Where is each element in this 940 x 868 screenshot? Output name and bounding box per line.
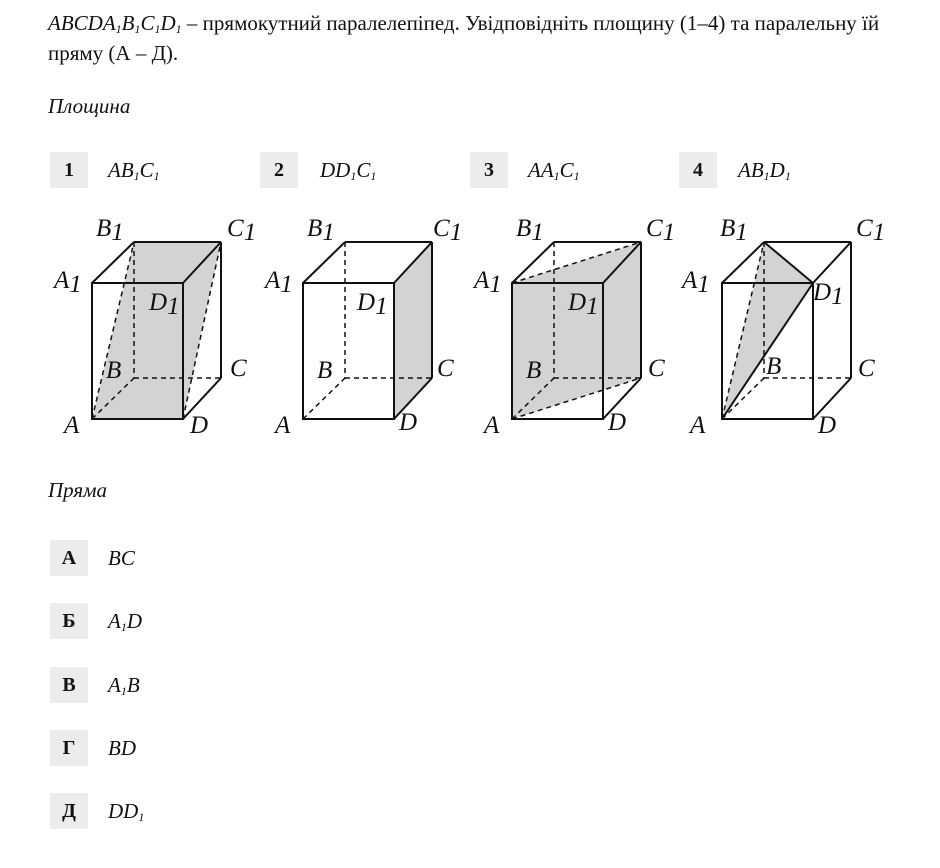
line-label-d: $DD_1$ xyxy=(108,799,145,824)
dash: – xyxy=(186,11,198,35)
vertex-a1: A1 xyxy=(265,267,293,298)
vertex-d1: D1 xyxy=(357,289,388,320)
vertex-b: B xyxy=(766,353,782,380)
vertex-a: A xyxy=(484,412,500,439)
plane-label-4: $AB_1D_1$ xyxy=(738,158,791,183)
vertex-c1: C1 xyxy=(227,215,257,246)
line-letter-v: В xyxy=(50,667,88,703)
planes-heading: Площина xyxy=(48,94,131,118)
vertex-c: C xyxy=(230,355,247,382)
line-label-v: $A_1B$ xyxy=(108,673,140,698)
vertex-d1: D1 xyxy=(149,289,180,320)
shaded-plane-dd1c1 xyxy=(394,242,432,419)
plane-label-3: $AA_1C_1$ xyxy=(528,158,580,183)
plane-number-2: 2 xyxy=(260,152,298,188)
vertex-b1: B1 xyxy=(307,215,335,246)
vertex-d: D xyxy=(399,409,418,436)
problem-text: прямокутний паралелепіпед. Увідповідніть площину (1–4) та паралельну їй пряму (А – Д). xyxy=(48,11,880,65)
vertex-c1: C1 xyxy=(433,215,463,246)
line-label-g: BD xyxy=(108,736,136,760)
lines-heading: Пряма xyxy=(48,478,108,502)
vertex-d1: D1 xyxy=(813,279,844,310)
vertex-a: A xyxy=(64,412,80,439)
vertex-b1: B1 xyxy=(96,215,124,246)
vertex-c1: C1 xyxy=(856,215,886,246)
vertex-a1: A1 xyxy=(682,267,710,298)
line-letter-b: Б xyxy=(50,603,88,639)
line-letter-g: Г xyxy=(50,730,88,766)
vertex-b: B xyxy=(106,357,122,384)
vertex-b: B xyxy=(317,357,333,384)
vertex-d1: D1 xyxy=(568,289,599,320)
vertex-c: C xyxy=(648,355,665,382)
plane-number-1: 1 xyxy=(50,152,88,188)
figure-1-prism xyxy=(50,200,265,445)
vertex-a1: A1 xyxy=(474,267,502,298)
vertex-c: C xyxy=(858,355,875,382)
vertex-c1: C1 xyxy=(646,215,676,246)
vertex-a: A xyxy=(275,412,291,439)
vertex-d: D xyxy=(608,409,627,436)
problem-statement xyxy=(48,8,908,68)
line-label-b: $A_1D$ xyxy=(108,609,142,634)
vertex-a1: A1 xyxy=(54,267,82,298)
figure-2-prism xyxy=(261,200,476,445)
vertex-d: D xyxy=(190,412,209,439)
plane-number-4: 4 xyxy=(679,152,717,188)
vertex-d: D xyxy=(818,412,837,439)
prism-name: $ABCDA_1B_1C_1D_1$ xyxy=(48,11,182,36)
plane-label-2: $DD_1C_1$ xyxy=(320,158,377,183)
plane-label-1: $AB_1C_1$ xyxy=(108,158,160,183)
figure-3-prism xyxy=(470,200,685,445)
line-letter-d: Д xyxy=(50,793,88,829)
vertex-a: A xyxy=(690,412,706,439)
line-letter-a: А xyxy=(50,540,88,576)
vertex-c: C xyxy=(437,355,454,382)
plane-number-3: 3 xyxy=(470,152,508,188)
shaded-plane-aa1c1 xyxy=(512,242,641,419)
vertex-b: B xyxy=(526,357,542,384)
figure-4-prism xyxy=(680,200,895,445)
vertex-b1: B1 xyxy=(516,215,544,246)
vertex-b1: B1 xyxy=(720,215,748,246)
line-label-a: BC xyxy=(108,546,135,570)
